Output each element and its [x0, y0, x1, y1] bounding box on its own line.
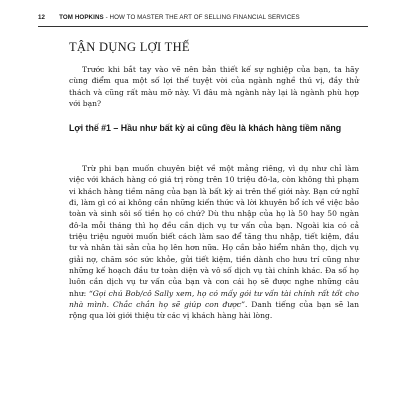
- quoted-speech: “Gọi chú Bob/cô Sally xem, họ có mấy gói tư vấn tài chính rất tốt cho nhà mình. Chắc chắn họ sẽ giúp con được”: [69, 288, 359, 310]
- body-text-before-quote: Trừ phi bạn muốn chuyên biệt về một mảng riêng, vì dụ như chỉ làm việc với khách hàng có giá trị ròng trên 10 triệu đô-la, còn không thì phạm vi khách hàng tiềm năng của bạn là bất kỳ ai trên thế giới này. Bạn cứ nghĩ đi, làm gì có ai không cần những kiến thức và lời khuyên bổ ích về việc bảo toàn và sinh sôi số tiền họ có chứ? Dù thu nhập của họ là 50 hay 50 ngàn đô-la mỗi tháng thì họ đều cần dịch vụ tư vấn của bạn. Ngoài kia có cả triệu triệu người muốn biết cách làm sao để tăng thu nhập, tiết kiệm, đầu tư và nhân tài sản của họ lên hơn nữa. Họ cần bảo hiểm nhân thọ, dịch vụ giải nợ, chăm sóc sức khỏe, gửi tiết kiệm, tiền dành cho hưu trí cũng như những kế hoạch đầu tư toàn diện và vô số dịch vụ tài chính khác. Đa số họ luôn cần dịch vụ tư vấn của bạn và con cái họ sẽ được nghe những câu như:: [69, 164, 359, 298]
- body-text-after-quote: . Danh tiếng của bạn sẽ lan rộng qua lời giới thiệu từ các vị khách hàng hài lòng.: [69, 300, 359, 321]
- body-paragraph: [69, 163, 359, 322]
- section-heading: Lợi thế #1 – Hầu như bất kỳ ai cũng đều là khách hàng tiềm năng: [69, 123, 342, 133]
- header-divider: [38, 26, 368, 27]
- chapter-title: TẬN DỤNG LỢI THẾ: [69, 40, 190, 54]
- intro-paragraph: Trước khi bắt tay vào vẽ nên bản thiết kế sự nghiệp của bạn, ta hãy cùng điểm qua một số lợi thế tuyệt vời của ngành nghề thú vị, đầy thử thách và cũng rất màu mỡ này. Vì đâu mà ngành này lại là ngành phù hợp với bạn?: [69, 65, 359, 108]
- header-author: TOM HOPKINS: [59, 14, 104, 21]
- page-number: 12: [38, 14, 46, 21]
- running-header: [38, 14, 368, 24]
- header-book-title: - HOW TO MASTER THE ART OF SELLING FINANCIAL SERVICES: [103, 14, 300, 21]
